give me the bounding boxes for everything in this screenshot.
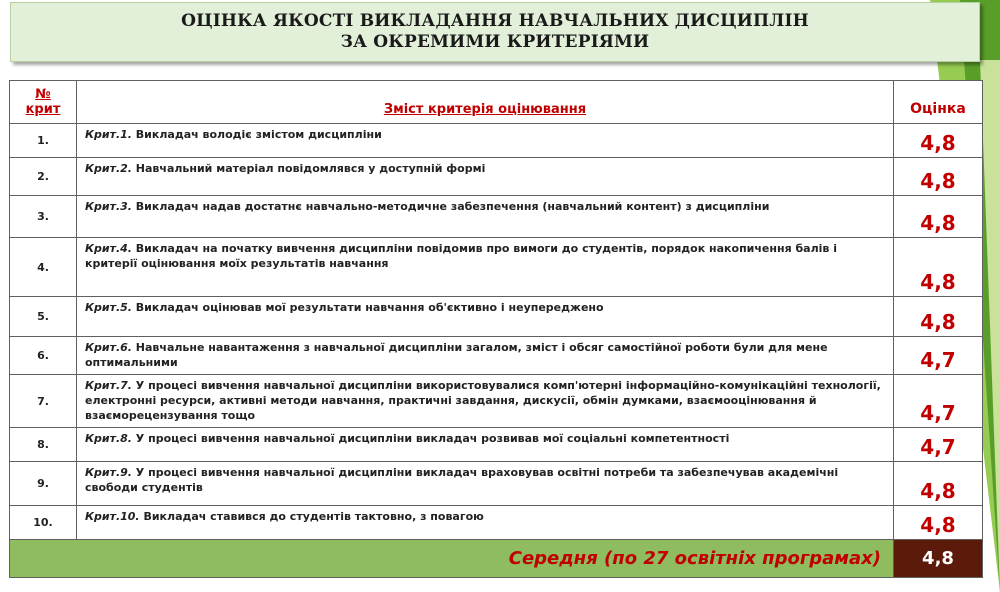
criterion-score: 4,7 [894,337,983,375]
title-line-1: ОЦІНКА ЯКОСТІ ВИКЛАДАННЯ НАВЧАЛЬНИХ ДИСЦИПЛІН [181,11,809,31]
criterion-text: Крит.5. Викладач оцінював мої результати навчання об'єктивно і неупереджено [77,297,894,337]
average-row [10,540,983,578]
header-num-symbol: № [35,87,51,102]
criterion-text: Крит.6. Навчальне навантаження з навчальної дисципліни загалом, зміст і обсяг самостійної роботи були для мене оптимальними [77,337,894,375]
criterion-score: 4,8 [894,506,983,540]
title-line-2: ЗА ОКРЕМИМИ КРИТЕРІЯМИ [340,32,650,52]
table-row [10,375,983,428]
criterion-label: Крит.2. [85,162,132,175]
criterion-text: Крит.4. Викладач на початку вивчення дисципліни повідомив про вимоги до студентів, порядок накопичення балів і критерії оцінювання моїх результатів навчання [77,238,894,297]
table-row [10,506,983,540]
table-row [10,297,983,337]
row-number: 6. [10,337,77,375]
row-number: 5. [10,297,77,337]
criterion-score: 4,8 [894,462,983,506]
table-row [10,428,983,462]
criterion-label: Крит.10. [85,510,140,523]
table-row [10,238,983,297]
criterion-label: Крит.9. [85,466,132,479]
row-number: 7. [10,375,77,428]
criterion-label: Крит.4. [85,242,132,255]
table-row [10,337,983,375]
criterion-text: Крит.9. У процесі вивчення навчальної дисципліни викладач враховував освітні потреби та забезпечував академічні свободи студентів [77,462,894,506]
row-number: 4. [10,238,77,297]
decorative-stripe [980,60,1000,592]
criterion-score: 4,8 [894,297,983,337]
criterion-text: Крит.2. Навчальний матеріал повідомлявся у доступній формі [77,158,894,196]
table-row [10,462,983,506]
criterion-score: 4,8 [894,124,983,158]
criterion-score: 4,8 [894,238,983,297]
criterion-text: Крит.7. У процесі вивчення навчальної дисципліни використовувалися комп'ютерні інформаційно-комунікаційні технології, електронні ресурси, активні методи навчання, практичні завдання, дискусії, обмін думками, взаємооцінювання й взаєморецензування тощо [77,375,894,428]
criteria-table [9,80,983,578]
header-num-label: крит [25,102,61,117]
row-number: 10. [10,506,77,540]
row-number: 2. [10,158,77,196]
table-row [10,124,983,158]
row-number: 8. [10,428,77,462]
criterion-label: Крит.1. [85,128,132,141]
table-row [10,196,983,238]
criterion-label: Крит.8. [85,432,132,445]
criterion-text: Крит.10. Викладач ставився до студентів тактовно, з повагою [77,506,894,540]
average-score: 4,8 [894,540,983,578]
row-number: 3. [10,196,77,238]
row-number: 9. [10,462,77,506]
criterion-label: Крит.6. [85,341,132,354]
column-header-content: Зміст критерія оцінювання [77,81,894,124]
row-number: 1. [10,124,77,158]
criterion-label: Крит.3. [85,200,132,213]
criterion-text: Крит.1. Викладач володіє змістом дисципліни [77,124,894,158]
criterion-score: 4,7 [894,375,983,428]
criterion-label: Крит.7. [85,379,132,392]
criterion-text: Крит.8. У процесі вивчення навчальної дисципліни викладач розвивав мої соціальні компетентності [77,428,894,462]
criterion-score: 4,8 [894,158,983,196]
average-label: Середня (по 27 освітніх програмах) [10,540,894,578]
table-header-row [10,81,983,124]
criterion-score: 4,8 [894,196,983,238]
column-header-score: Оцінка [894,81,983,124]
column-header-number [10,81,77,124]
criterion-score: 4,7 [894,428,983,462]
table-row [10,158,983,196]
criterion-label: Крит.5. [85,301,132,314]
page-title [10,2,980,62]
criterion-text: Крит.3. Викладач надав достатнє навчально-методичне забезпечення (навчальний контент) з дисципліни [77,196,894,238]
